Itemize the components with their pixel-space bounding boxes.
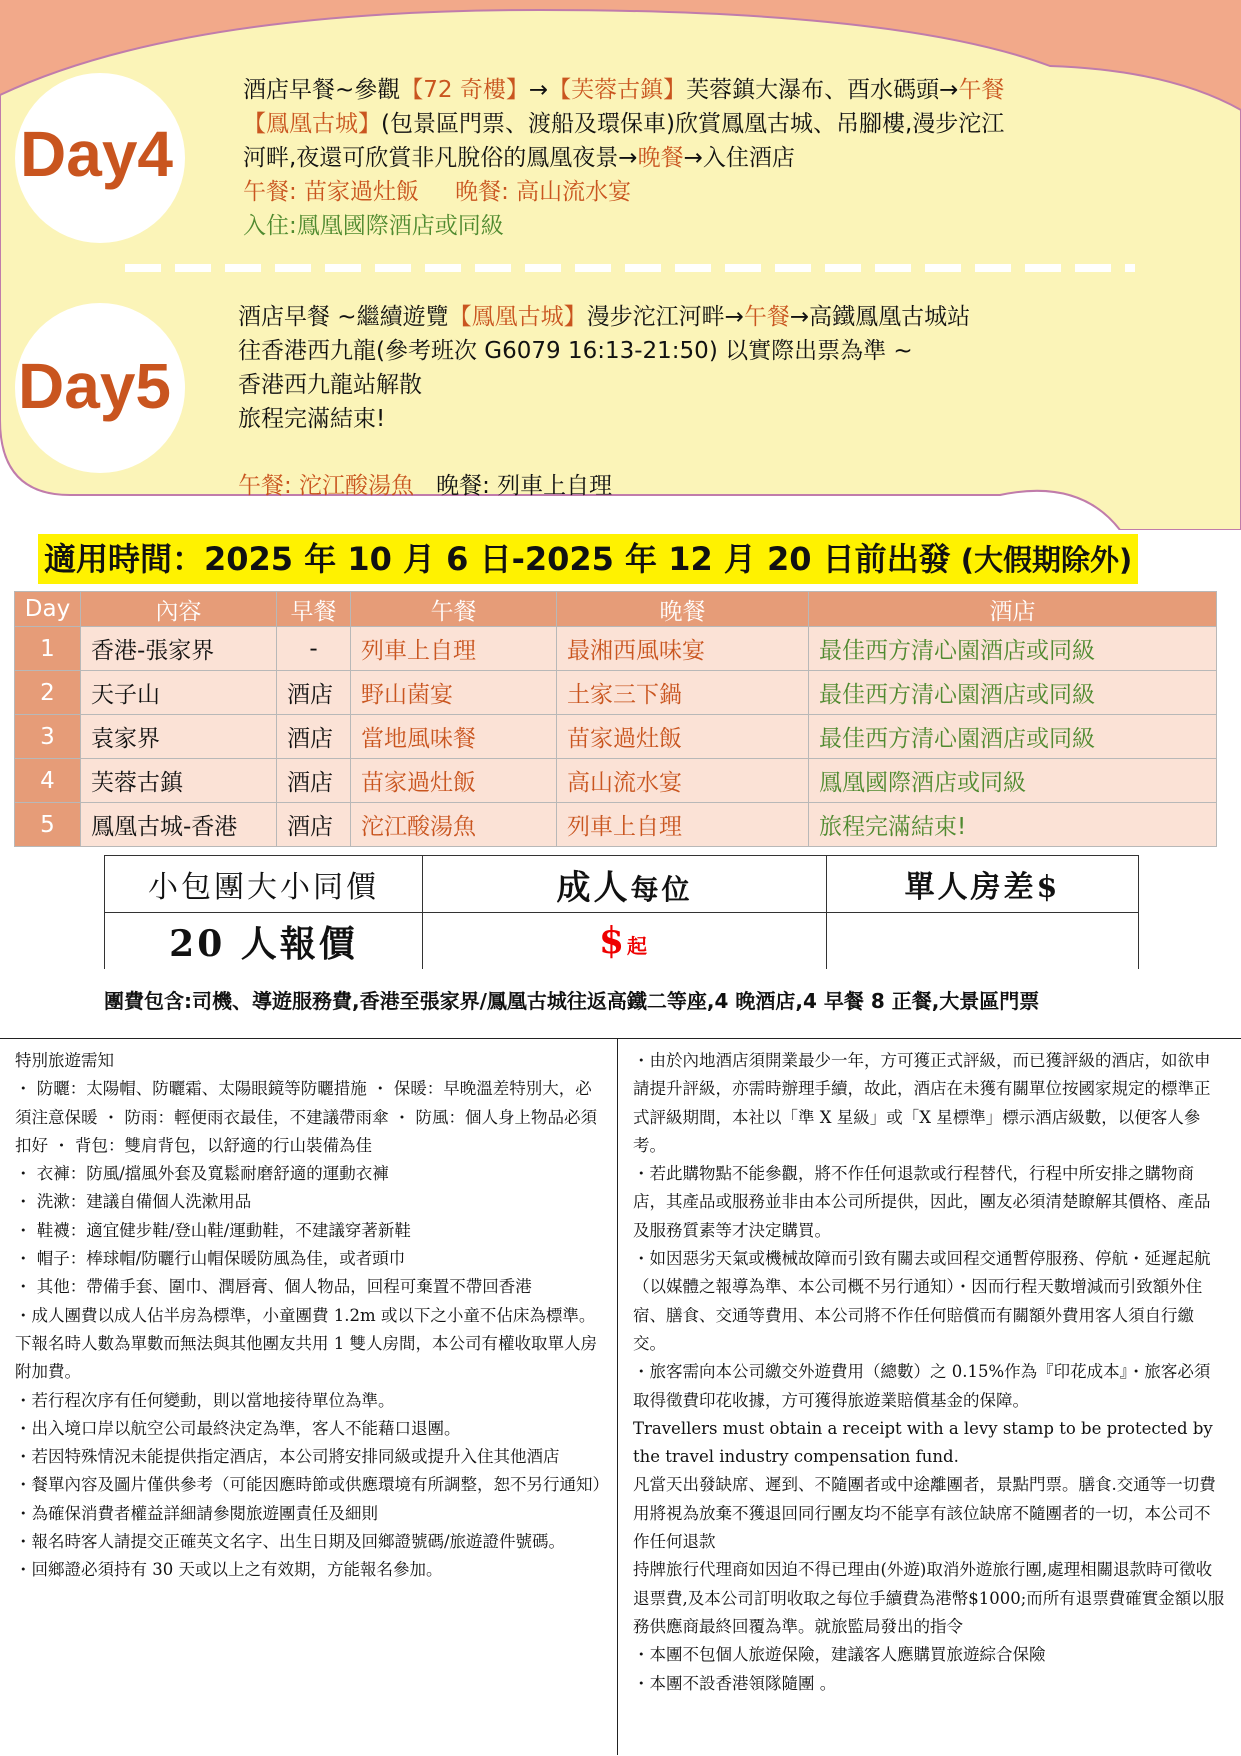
day5-line1: 酒店早餐 ~繼續遊覽【鳳凰古城】漫步沱江河畔→午餐→高鐵鳳凰古城站	[238, 304, 971, 330]
note-item: ・餐單內容及圖片僅供參考（可能因應時節或供應環境有所調整，恕不另行通知）	[15, 1475, 609, 1495]
notes-title: 特別旅遊需知	[15, 1051, 114, 1070]
hotel-cell: 最佳西方清心園酒店或同級	[809, 671, 1217, 715]
day-divider	[125, 264, 1135, 272]
header-dinner: 晚餐	[557, 592, 809, 627]
header-content: 內容	[81, 592, 277, 627]
breakfast-cell: 酒店	[277, 759, 351, 803]
note-item: ・回鄉證必須持有 30 天或以上之有效期，方能報名參加。	[15, 1560, 443, 1580]
adult-price: $起	[423, 913, 827, 970]
price-value-row	[105, 913, 1139, 970]
note-item: 持牌旅行代理商如因迫不得已理由(外遊)取消外遊旅行團,處理相關退款時可徵收退票費,及本公司訂明收取之每位手續費為港幣$1000;而所有退票費確實金額以服務供應商最終回覆為準。就旅監局發出的指令	[633, 1560, 1225, 1636]
note-item: ・如因惡劣天氣或機械故障而引致有關去或回程交通暫停服務、停航・延遲起航（以媒體之報導為準、本公司概不另行通知）・因而行程天數增減而引致額外住宿、膳食、交通等費用、本公司將不作任何賠償而有關額外費用客人須自行繳交。	[633, 1249, 1211, 1353]
day5-line2: 往香港西九龍(參考班次 G6079 16:13-21:50) 以實際出票為準 ~	[238, 338, 913, 364]
note-item: ・由於內地酒店須開業最少一年，方可獲正式評級，而已獲評級的酒店，如欲申請提升評級，亦需時辦理手續，故此，酒店在未獲有關單位按國家規定的標準正式評級期間，本社以「準 X 星級」或「X 星標準」標示酒店級數，以便客人參考。	[633, 1051, 1211, 1155]
day4-stay: 入住:鳳凰國際酒店或同級	[243, 213, 504, 239]
table-row	[15, 715, 1217, 759]
header-day: Day	[15, 592, 81, 627]
content-cell: 芙蓉古鎮	[81, 759, 277, 803]
note-item: ・ 帽子：棒球帽/防曬行山帽保暖防風為佳，或者頭巾	[15, 1249, 406, 1269]
day-number: 5	[15, 803, 81, 847]
note-item: ・若因特殊情況未能提供指定酒店，本公司將安排同級或提升入住其他酒店	[15, 1447, 560, 1467]
note-item: ・ 其他：帶備手套、圍巾、潤唇膏、個人物品，回程可棄置不帶回香港	[15, 1277, 532, 1297]
dinner-cell: 高山流水宴	[557, 759, 809, 803]
lunch-cell: 當地風味餐	[351, 715, 557, 759]
validity-banner: 適用時間：2025 年 10 月 6 日-2025 年 12 月 20 日前出發 (大假期除外)	[38, 534, 1138, 584]
dinner-cell: 苗家過灶飯	[557, 715, 809, 759]
day-number: 4	[15, 759, 81, 803]
note-item: ・報名時客人請提交正確英文名字、出生日期及回鄉證號碼/旅遊證件號碼。	[15, 1532, 566, 1552]
note-item: ・ 衣褲：防風/擋風外套及寬鬆耐磨舒適的運動衣褲	[15, 1164, 389, 1184]
note-item: ・若行程次序有任何變動，則以當地接待單位為準。	[15, 1390, 395, 1410]
notes-left-column	[15, 1047, 609, 1585]
schedule-table	[14, 591, 1217, 847]
table-row	[15, 759, 1217, 803]
table-row	[15, 627, 1217, 671]
breakfast-cell: 酒店	[277, 803, 351, 847]
price-table	[104, 855, 1139, 969]
price-header-row	[105, 856, 1139, 913]
note-item: ・成人團費以成人佔半房為標準，小童團費 1.2m 或以下之小童不佔床為標準。	[15, 1305, 596, 1325]
note-item: ・ 洗漱：建議自備個人洗漱用品	[15, 1192, 252, 1212]
header-breakfast: 早餐	[277, 592, 351, 627]
hotel-cell: 最佳西方清心園酒店或同級	[809, 627, 1217, 671]
hotel-cell: 鳳凰國際酒店或同級	[809, 759, 1217, 803]
note-item: ・ 防曬：太陽帽、防曬霜、太陽眼鏡等防曬措施 ・ 保暖：早晚溫差特別大，必須注意保暖 ・ 防雨：輕便雨衣最佳，不建議帶雨傘 ・ 防風：個人身上物品必須扣好 ・ 背包：雙肩背包，以舒適的行山裝備為佳	[15, 1079, 597, 1155]
note-item: 下報名時人數為單數而無法與其他團友共用 1 雙人房間，本公司有權收取單人房附加費。	[15, 1333, 597, 1382]
single-room-price	[827, 913, 1139, 970]
note-item: ・旅客需向本公司繳交外遊費用（總數）之 0.15%作為『印花成本』・旅客必須取得徵費印花收據，方可獲得旅遊業賠償基金的保障。	[633, 1362, 1211, 1410]
day4-line1: 酒店早餐~參觀【72 奇樓】→【芙蓉古鎮】芙蓉鎮大瀑布、酉水碼頭→午餐	[243, 77, 1005, 103]
day4-label: Day4	[20, 118, 173, 190]
breakfast-cell: -	[277, 627, 351, 671]
day-number: 2	[15, 671, 81, 715]
day-number: 3	[15, 715, 81, 759]
quote-label: 20 人報價	[105, 913, 423, 970]
day-number: 1	[15, 627, 81, 671]
lunch-cell: 沱江酸湯魚	[351, 803, 557, 847]
content-cell: 香港-張家界	[81, 627, 277, 671]
lunch-cell: 苗家過灶飯	[351, 759, 557, 803]
note-item: Travellers must obtain a receipt with a levy stamp to be protected by the travel industry compensation fund.	[633, 1418, 1213, 1467]
dinner-cell: 最湘西風味宴	[557, 627, 809, 671]
day5-meals: 午餐: 沱江酸湯魚 晚餐: 列車上自理	[238, 473, 613, 499]
lunch-cell: 野山菌宴	[351, 671, 557, 715]
header-hotel: 酒店	[809, 592, 1217, 627]
day4-line3: 河畔,夜還可欣賞非凡脫俗的鳳凰夜景→晚餐→入住酒店	[243, 145, 795, 171]
day4-line2: 【鳳凰古城】(包景區門票、渡船及環保車)欣賞鳳凰古城、吊腳樓,漫步沱江	[243, 111, 1005, 137]
dinner-cell: 土家三下鍋	[557, 671, 809, 715]
hotel-cell: 最佳西方清心園酒店或同級	[809, 715, 1217, 759]
note-item: ・為確保消費者權益詳細請參閱旅遊團責任及細則	[15, 1503, 378, 1523]
note-item: 凡當天出發缺席、遲到、不隨團者或中途離團者，景點門票。膳食.交通等一切費用將視為放棄不獲退回同行團友均不能享有該位缺席不隨團者的一切，本公司不作任何退款	[633, 1475, 1216, 1552]
group-label: 小包團大小同價	[105, 856, 423, 913]
lunch-cell: 列車上自理	[351, 627, 557, 671]
hotel-cell: 旅程完滿結束!	[809, 803, 1217, 847]
day5-line3: 香港西九龍站解散	[238, 372, 422, 398]
day4-meals: 午餐: 苗家過灶飯 晚餐: 高山流水宴	[243, 179, 632, 205]
single-room-label: 單人房差$	[827, 856, 1139, 913]
table-row	[15, 803, 1217, 847]
dinner-cell: 列車上自理	[557, 803, 809, 847]
breakfast-cell: 酒店	[277, 671, 351, 715]
tour-includes: 團費包含:司機、導遊服務費,香港至張家界/鳳凰古城往返高鐵二等座,4 晚酒店,4 早餐 8 正餐,大景區門票	[104, 989, 1040, 1013]
note-item: ・ 鞋襪：適宜健步鞋/登山鞋/運動鞋，不建議穿著新鞋	[15, 1220, 411, 1240]
content-cell: 鳳凰古城-香港	[81, 803, 277, 847]
notes-divider	[617, 1038, 618, 1755]
note-item: ・本團不設香港領隊隨團 。	[633, 1673, 837, 1693]
notes-right-column	[633, 1047, 1225, 1698]
note-item: ・本團不包個人旅遊保險，建議客人應購買旅遊綜合保險	[633, 1645, 1046, 1665]
day5-line4: 旅程完滿結束!	[238, 406, 386, 432]
schedule-header-row	[15, 592, 1217, 627]
table-row	[15, 671, 1217, 715]
note-item: ・出入境口岸以航空公司最終決定為準，客人不能藉口退團。	[15, 1418, 461, 1438]
day5-label: Day5	[18, 350, 171, 422]
adult-label: 成人每位	[423, 856, 827, 913]
content-cell: 袁家界	[81, 715, 277, 759]
content-cell: 天子山	[81, 671, 277, 715]
breakfast-cell: 酒店	[277, 715, 351, 759]
note-item: ・若此購物點不能參觀，將不作任何退款或行程替代，行程中所安排之購物商店，其產品或服務並非由本公司所提供，因此，團友必須清楚瞭解其價格、產品及服務質素等才決定購買。	[633, 1164, 1211, 1240]
header-lunch: 午餐	[351, 592, 557, 627]
